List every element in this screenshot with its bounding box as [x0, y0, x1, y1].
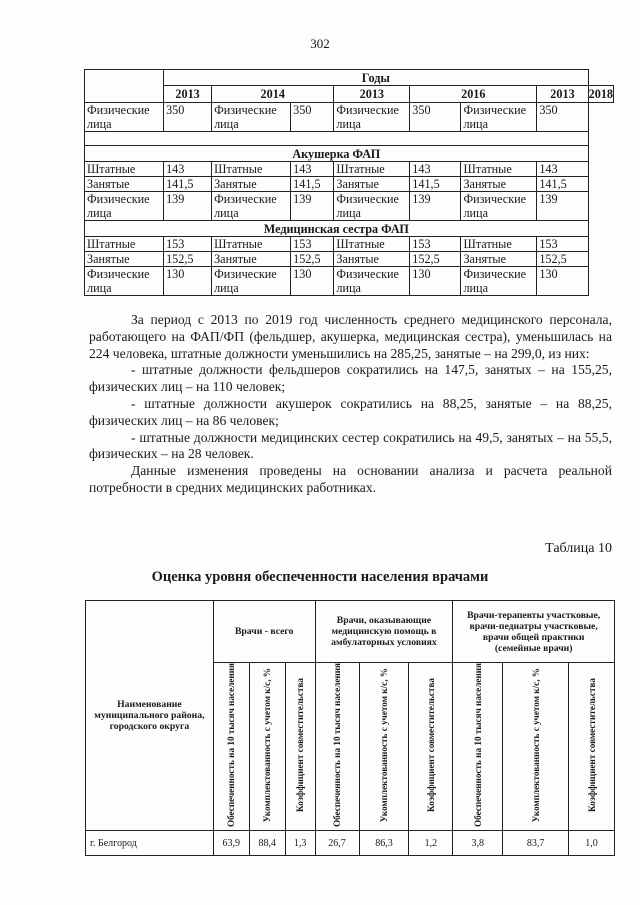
- group-header: Врачи, оказывающие медицинскую помощь в амбулаторных условиях: [315, 601, 453, 663]
- paragraph: - штатные должности фельдшеров сократились на 147,5, занятых – на 155,25, физических лиц – на 110 человек;: [89, 362, 612, 395]
- name-header: Наименование муниципального района, городского округа: [86, 601, 214, 831]
- column-header: Обеспеченность на 10 тысяч населения: [226, 663, 237, 828]
- staff-table: [84, 69, 614, 296]
- group-header: Врачи-терапевты участковые, врачи-педиатры участковые, врачи общей практики (семейные врачи): [453, 601, 615, 663]
- table-row: Занятые 152,5 Занятые 152,5 Занятые 152,5 Занятые 152,5: [85, 252, 614, 267]
- column-header: Коэффициент совместительства: [586, 678, 597, 812]
- year-cell: 2014: [212, 86, 334, 103]
- table-row: Штатные 153 Штатные 153 Штатные 153 Штатные 153: [85, 237, 614, 252]
- table-row: г. Белгород 63,9 88,4 1,3 26,7 86,3 1,2 3,8 83,7 1,0: [86, 831, 615, 856]
- body-text: [89, 312, 612, 497]
- column-header: Укомплектованность с учетом к/с, %: [378, 667, 389, 823]
- paragraph: За период с 2013 по 2019 год численность среднего медицинского персонала, работающего на ФАП/ФП (фельдшер, акушерка, медицинская сестра), уменьшилась на 224 человека, штатные должности уменьшились на 285,25, занятые – на 299,0, из них:: [89, 312, 612, 361]
- page-number: 302: [310, 36, 330, 51]
- table-caption: Таблица 10: [545, 541, 612, 556]
- table-row: Физические лица 130 Физические лица 130 Физические лица 130 Физические лица 130: [85, 267, 614, 296]
- year-cell: 2013: [334, 86, 410, 103]
- table-row: Штатные 143 Штатные 143 Штатные 143 Штатные 143: [85, 162, 614, 177]
- doctors-table: [85, 600, 615, 856]
- section-title: Медицинская сестра ФАП: [85, 221, 589, 237]
- section-title: Акушерка ФАП: [85, 146, 589, 162]
- year-cell: 2016: [410, 86, 537, 103]
- column-header: Укомплектованность с учетом к/с, %: [530, 667, 541, 823]
- district-name: г. Белгород: [86, 831, 214, 856]
- table-row: Физические лица 139 Физические лица 139 Физические лица 139 Физические лица 139: [85, 192, 614, 221]
- group-header: Врачи - всего: [213, 601, 315, 663]
- table-row: Занятые 141,5 Занятые 141,5 Занятые 141,5 Занятые 141,5: [85, 177, 614, 192]
- table-row: Физические лица 350 Физические лица 350 Физические лица 350 Физические лица 350: [85, 103, 614, 132]
- year-cell: 2013: [164, 86, 212, 103]
- years-header: Годы: [164, 70, 589, 86]
- column-header: Коэффициент совместительства: [295, 678, 306, 812]
- paragraph: - штатные должности медицинских сестер сократились на 49,5, занятых – на 55,5, физических – на 28 человек.: [89, 429, 612, 462]
- paragraph: Данные изменения проведены на основании анализа и расчета реальной потребности в средних медицинских работниках.: [89, 463, 612, 495]
- column-header: Обеспеченность на 10 тысяч населения: [472, 663, 483, 828]
- paragraph: - штатные должности акушерок сократились на 88,25, занятые – на 88,25, физических лиц – на 86 человек;: [89, 395, 612, 428]
- column-header: Обеспеченность на 10 тысяч населения: [332, 663, 343, 828]
- column-header: Коэффициент совместительства: [425, 678, 436, 812]
- column-header: Укомплектованность с учетом к/с, %: [262, 667, 273, 823]
- table-title: Оценка уровня обеспеченности населения врачами: [151, 569, 489, 585]
- year-cell: 2018: [588, 87, 613, 101]
- year-cell: 2013: [537, 86, 588, 103]
